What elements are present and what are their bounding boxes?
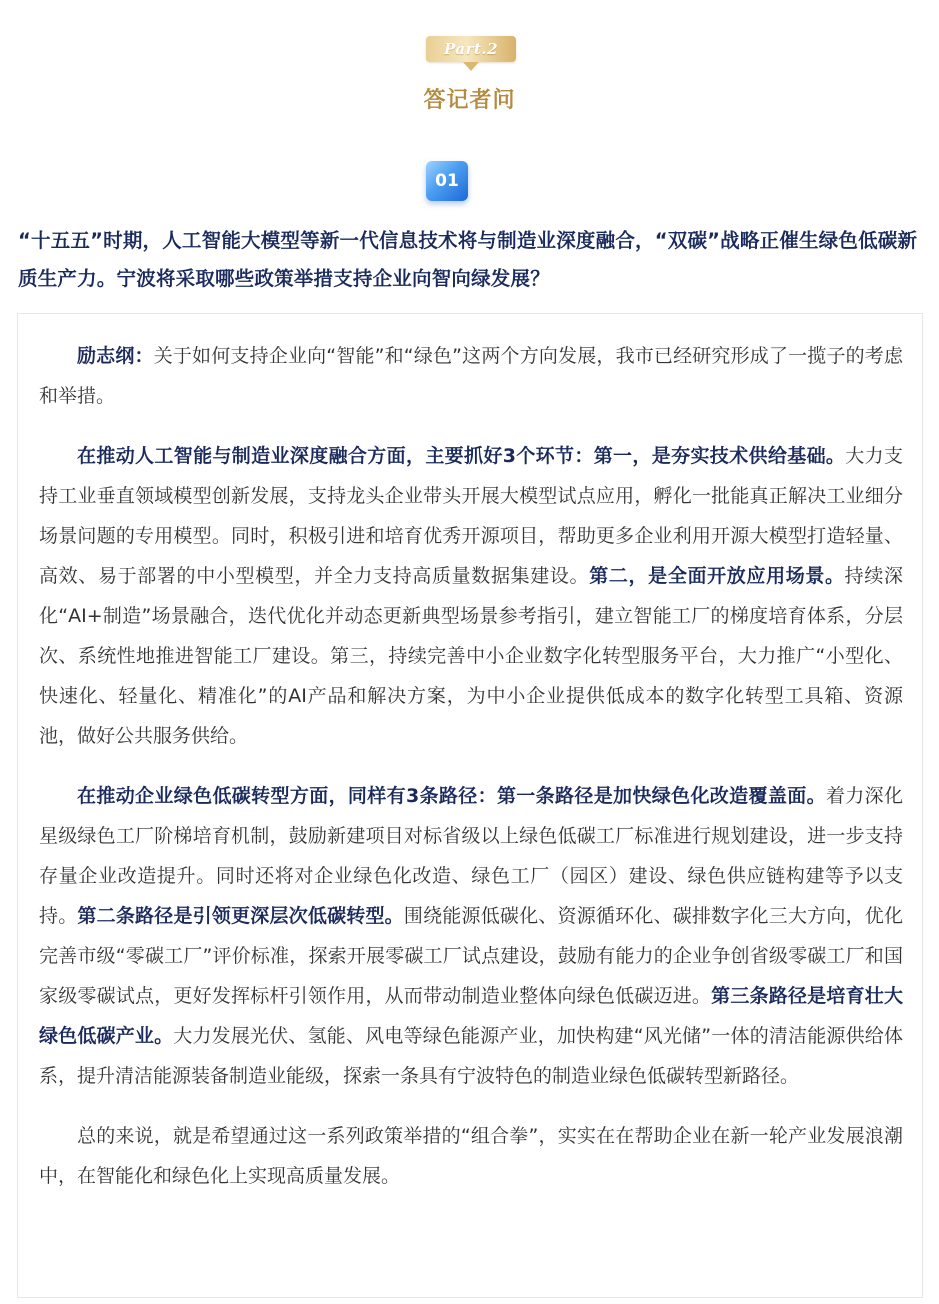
answer-paragraph-ai [39, 436, 903, 756]
ai-subheading-2: 第二，是全面开放应用场景。 [589, 565, 845, 587]
part-label-badge [426, 36, 516, 62]
green-heading: 在推动企业绿色低碳转型方面，同样有3条路径：第一条路径是加快绿色化改造覆盖面。 [77, 785, 826, 807]
part-label-text: Part.2 [443, 40, 499, 58]
answer-box [17, 313, 923, 1298]
green-text-2: 围绕能源低碳化、资源循环化、碳排数字化三大方向，优化完善市级“零碳工厂”评价标准，探索开展零碳工厂试点建设，鼓励有能力的企业争创省级零碳工厂和国家级零碳试点，更好发挥标杆引领作用，从而带动制造业整体向绿色低碳迈进。 [39, 905, 903, 1007]
ai-text-1: 大力支持工业垂直领域模型创新发展，支持龙头企业带头开展大模型试点应用，孵化一批能真正解决工业细分场景问题的专用模型。同时，积极引进和培育优秀开源项目，帮助更多企业利用开源大模型打造轻量、高效、易于部署的中小型模型，并全力支持高质量数据集建设。 [39, 445, 903, 587]
green-text-1: 着力深化星级绿色工厂阶梯培育机制，鼓励新建项目对标省级以上绿色低碳工厂标准进行规划建设，进一步支持存量企业改造提升。同时还将对企业绿色化改造、绿色工厂（园区）建设、绿色供应链构建等予以支持。 [39, 785, 903, 927]
green-text-3: 大力发展光伏、氢能、风电等绿色能源产业，加快构建“风光储”一体的清洁能源供给体系，提升清洁能源装备制造业能级，探索一条具有宁波特色的制造业绿色低碳转型新路径。 [39, 1025, 903, 1087]
question-text: “十五五”时期，人工智能大模型等新一代信息技术将与制造业深度融合，“双碳”战略正催生绿色低碳新质生产力。宁波将采取哪些政策举措支持企业向智向绿发展？ [18, 229, 918, 290]
speaker-name: 励志纲： [77, 345, 154, 367]
question-number-badge [426, 161, 468, 201]
ai-text-2: 持续深化“AI+制造”场景融合，迭代优化并动态更新典型场景参考指引，建立智能工厂的梯度培育体系，分层次、系统性地推进智能工厂建设。第三，持续完善中小企业数字化转型服务平台，大力推广“小型化、快速化、轻量化、精准化”的AI产品和解决方案，为中小企业提供低成本的数字化转型工具箱、资源池，做好公共服务供给。 [39, 565, 903, 747]
answer-content [39, 336, 903, 1216]
part-label-pointer-icon [463, 62, 479, 71]
ai-heading: 在推动人工智能与制造业深度融合方面，主要抓好3个环节：第一，是夯实技术供给基础。 [77, 445, 846, 467]
question-number: 01 [435, 171, 459, 191]
green-subheading-2: 第二条路径是引领更深层次低碳转型。 [77, 905, 404, 927]
section-header [0, 0, 939, 130]
green-subheading-3: 第三条路径是培育壮大绿色低碳产业。 [39, 985, 903, 1047]
answer-paragraph-summary: 总的来说，就是希望通过这一系列政策举措的“组合拳”，实实在在帮助企业在新一轮产业发展浪潮中，在智能化和绿色化上实现高质量发展。 [39, 1125, 903, 1187]
intro-text: 关于如何支持企业向“智能”和“绿色”这两个方向发展，我市已经研究形成了一揽子的考虑和举措。 [39, 345, 903, 407]
answer-paragraph-green [39, 776, 903, 1096]
answer-paragraph-intro [39, 336, 903, 416]
section-title: 答记者问 [423, 88, 516, 113]
